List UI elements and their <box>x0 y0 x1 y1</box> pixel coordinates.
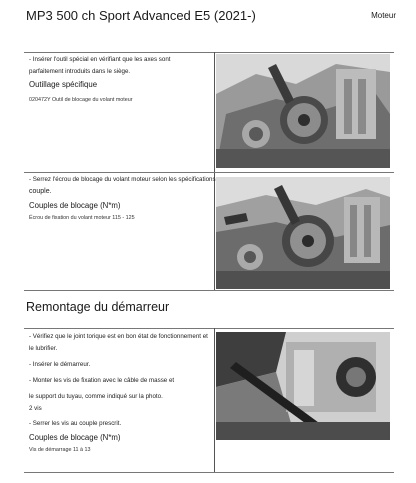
step-3-line-7: - Serrer les vis au couple prescrit. <box>29 420 122 427</box>
tool-reference: 020472Y Outil de blocage du volant moteur <box>29 97 133 103</box>
engine-flywheel-nut-photo <box>216 177 390 289</box>
table-bottom-border <box>24 290 394 291</box>
section-label: Moteur <box>371 11 396 20</box>
table-2-bottom-border <box>24 472 394 473</box>
page-header <box>0 0 416 30</box>
step-2-text <box>29 174 216 223</box>
step-3-line-5: le support du tuyau, comme indiqué sur la photo. <box>29 393 163 400</box>
torque-heading-2: Couples de blocage (N*m) <box>29 433 121 442</box>
table-top-border <box>24 52 394 53</box>
tool-heading: Outillage spécifique <box>29 80 98 89</box>
torque-value-2: Vis de démarrage 11 à 13 <box>29 447 91 453</box>
step-3-line-4: - Monter les vis de fixation avec le câble de masse et <box>29 377 175 384</box>
step-3-line-6: 2 vis <box>29 405 42 412</box>
document-title: MP3 500 ch Sport Advanced E5 (2021-) <box>26 8 256 23</box>
table-2-divider <box>214 328 215 472</box>
step-3-line-3: - Insérer le démarreur. <box>29 361 91 368</box>
step-3-line-1: - Vérifiez que le joint torique est en bon état de fonctionnement et <box>29 333 208 340</box>
table-2-top-border <box>24 328 394 329</box>
starter-motor-photo <box>216 332 390 440</box>
torque-value-1: Écrou de fixation du volant moteur 115 - 125 <box>29 215 135 221</box>
engine-flywheel-tool-photo <box>216 54 390 168</box>
torque-heading-1: Couples de blocage (N*m) <box>29 201 121 210</box>
step-2-line-1: - Serrez l'écrou de blocage du volant moteur selon les spécifications <box>29 176 216 183</box>
step-3-line-2: le lubrifier. <box>29 345 58 352</box>
step-3-text <box>29 331 211 455</box>
step-2-line-2: couple. <box>29 188 52 195</box>
table-divider <box>214 52 215 290</box>
step-1-line-1: - Insérer l'outil spécial en vérifiant que les axes sont <box>29 56 171 63</box>
step-1-text <box>29 54 211 105</box>
table-row-separator <box>24 172 394 173</box>
step-1-line-2: parfaitement introduits dans le siège. <box>29 68 131 75</box>
section-title: Remontage du démarreur <box>26 300 170 314</box>
